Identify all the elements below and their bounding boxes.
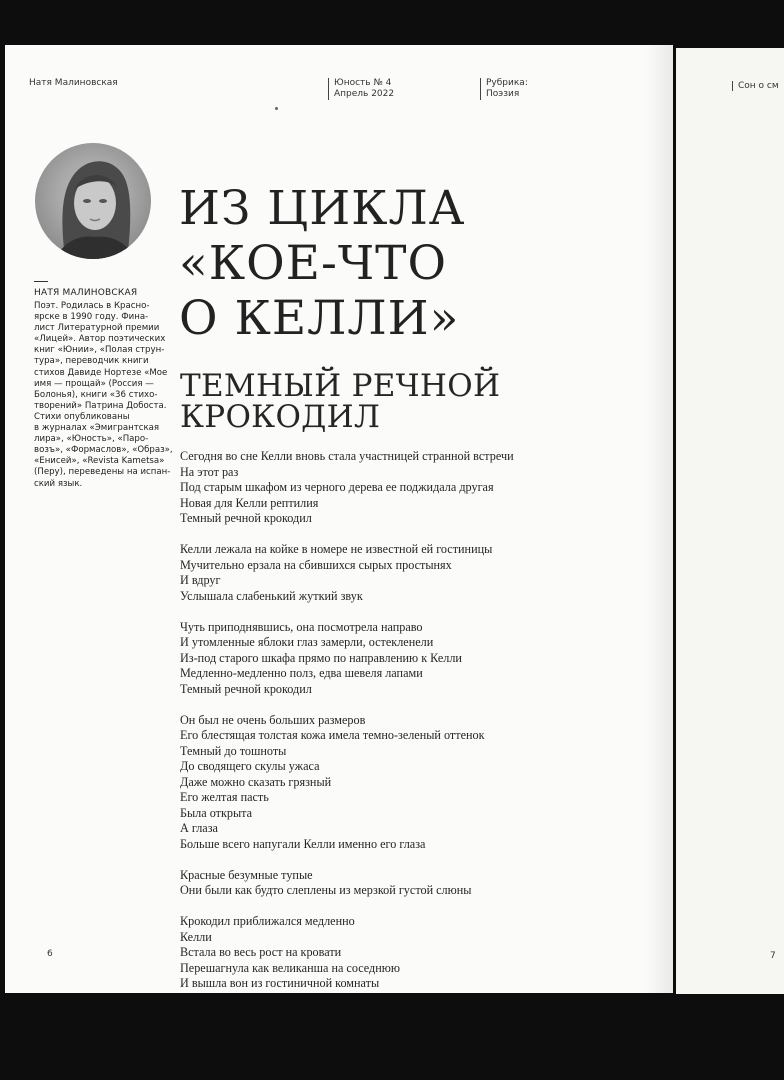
bio-line: Поэт. Родилась в Красно- xyxy=(34,301,150,311)
author-portrait-icon xyxy=(35,143,151,259)
header-date: Апрель 2022 xyxy=(334,89,395,99)
page-number-right: 7 xyxy=(770,951,776,961)
bio-name: НАТЯ МАЛИНОВСКАЯ xyxy=(34,288,138,298)
bio-line: «Лицей». Автор поэтических xyxy=(34,334,166,345)
poem-line: На этот раз xyxy=(180,464,239,479)
poem-line: Он был не очень больших размеров xyxy=(180,712,366,727)
page-title xyxy=(179,181,639,346)
page-number-left: 6 xyxy=(47,949,53,959)
title-line: «КОЕ-ЧТО xyxy=(179,236,448,291)
bio-line: Болонья), книги «36 стихо- xyxy=(34,389,158,400)
poem-title xyxy=(180,368,620,435)
bio-line: стихов Давиде Нортезе «Мое xyxy=(34,367,168,378)
bio-line: ский язык. xyxy=(34,478,83,489)
poem-line: Чуть приподнявшись, она посмотрела направо xyxy=(180,619,423,634)
header-rubric-value: Поэзия xyxy=(486,89,520,99)
bio-rule xyxy=(34,281,48,282)
bio-line: имя — прощай» (Россия — xyxy=(34,378,154,389)
poem-line: И утомленные яблоки глаз замерли, остекленели xyxy=(180,635,434,649)
poem-line: Келли лежала на койке в номере не известной ей гостиницы xyxy=(180,542,493,556)
poem-line: А глаза xyxy=(180,821,218,835)
bio-line: ярске в 1990 году. Фина- xyxy=(34,312,149,323)
bio-line: лира», «Юность», «Паро- xyxy=(34,434,149,445)
bio-line: в журналах «Эмигрантская xyxy=(34,423,160,434)
print-speck xyxy=(275,107,278,110)
stanza-gap xyxy=(180,697,620,713)
bio-line: (Перу), переведены на испан- xyxy=(34,467,171,478)
poem-line: Встала во весь рост на кровати xyxy=(180,945,342,959)
poem-line: Они были как будто слеплены из мерзкой густой слюны xyxy=(180,883,472,897)
poem-line: Мучительно ерзала на сбившихся сырых простынях xyxy=(180,557,452,572)
poem-line: Услышала слабенький жуткий звук xyxy=(180,588,363,603)
left-page xyxy=(5,45,673,993)
poem-line: Темный до тошноты xyxy=(180,743,287,758)
poem-line: Перешагнула как великанша на соседнюю xyxy=(180,960,400,975)
bio-line: книг «Юнии», «Полая струн- xyxy=(34,345,165,356)
poem-line: Была открыта xyxy=(180,805,253,820)
header-rubric-label: Рубрика: xyxy=(486,78,528,88)
bio-line: тура», переводчик книги xyxy=(34,356,149,367)
gutter-shadow xyxy=(645,45,673,993)
title-line: О КЕЛЛИ» xyxy=(179,291,460,346)
poem-line: Красные безумные тупые xyxy=(180,867,313,882)
poem-body xyxy=(180,449,620,992)
poem-line: Новая для Келли рептилия xyxy=(180,495,319,510)
header-author: Натя Малиновская xyxy=(29,78,118,88)
title-line: ИЗ ЦИКЛА xyxy=(179,181,466,236)
poem-line: Даже можно сказать грязный xyxy=(180,774,332,789)
poem-line: Медленно-медленно полз, едва шевеля лапами xyxy=(180,666,423,680)
bio-line: возъ», «Формаслов», «Образ», xyxy=(34,445,173,456)
author-photo xyxy=(35,143,151,259)
bio-line: «Енисей», «Revista Kametsa» xyxy=(34,456,165,467)
poem-line: Из-под старого шкафа прямо по направлению к Келли xyxy=(180,650,462,665)
stanza-gap xyxy=(180,527,620,543)
poem-line: Больше всего напугали Келли именно его глаза xyxy=(180,836,426,851)
poem-line: Под старым шкафом из черного дерева ее поджидала другая xyxy=(180,480,494,494)
stanza-gap xyxy=(180,899,620,915)
subtitle-line: КРОКОДИЛ xyxy=(180,399,381,435)
subtitle-line: ТЕМНЫЙ РЕЧНОЙ xyxy=(180,368,501,404)
next-page-header: Сон о см xyxy=(732,81,779,91)
bio-line: Стихи опубликованы xyxy=(34,411,130,422)
poem-line: Келли xyxy=(180,929,212,944)
poem-line: Крокодил приближался медленно xyxy=(180,914,355,928)
poem-line: Его блестящая толстая кожа имела темно-зеленый оттенок xyxy=(180,728,485,742)
bio-line: лист Литературной премии xyxy=(34,323,160,334)
header-issue xyxy=(328,78,394,100)
poem-line: И вдруг xyxy=(180,573,221,587)
poem-line: Сегодня во сне Келли вновь стала участницей странной встречи xyxy=(180,449,514,463)
poem-line: И вышла вон из гостиничной комнаты xyxy=(180,976,380,990)
bio-line: творений» Патрина Добоста. xyxy=(34,400,167,411)
header-rubric xyxy=(480,78,528,100)
poem-line: Темный речной крокодил xyxy=(180,681,312,696)
bio-text xyxy=(34,301,173,490)
right-page xyxy=(676,48,784,994)
stanza-gap xyxy=(180,604,620,620)
poem-line: Его желтая пасть xyxy=(180,790,269,804)
poem-line: До сводящего скулы ужаса xyxy=(180,759,320,773)
header-magazine: Юность № 4 xyxy=(334,78,392,88)
stanza-gap xyxy=(180,852,620,868)
poem-line: Темный речной крокодил xyxy=(180,511,312,525)
